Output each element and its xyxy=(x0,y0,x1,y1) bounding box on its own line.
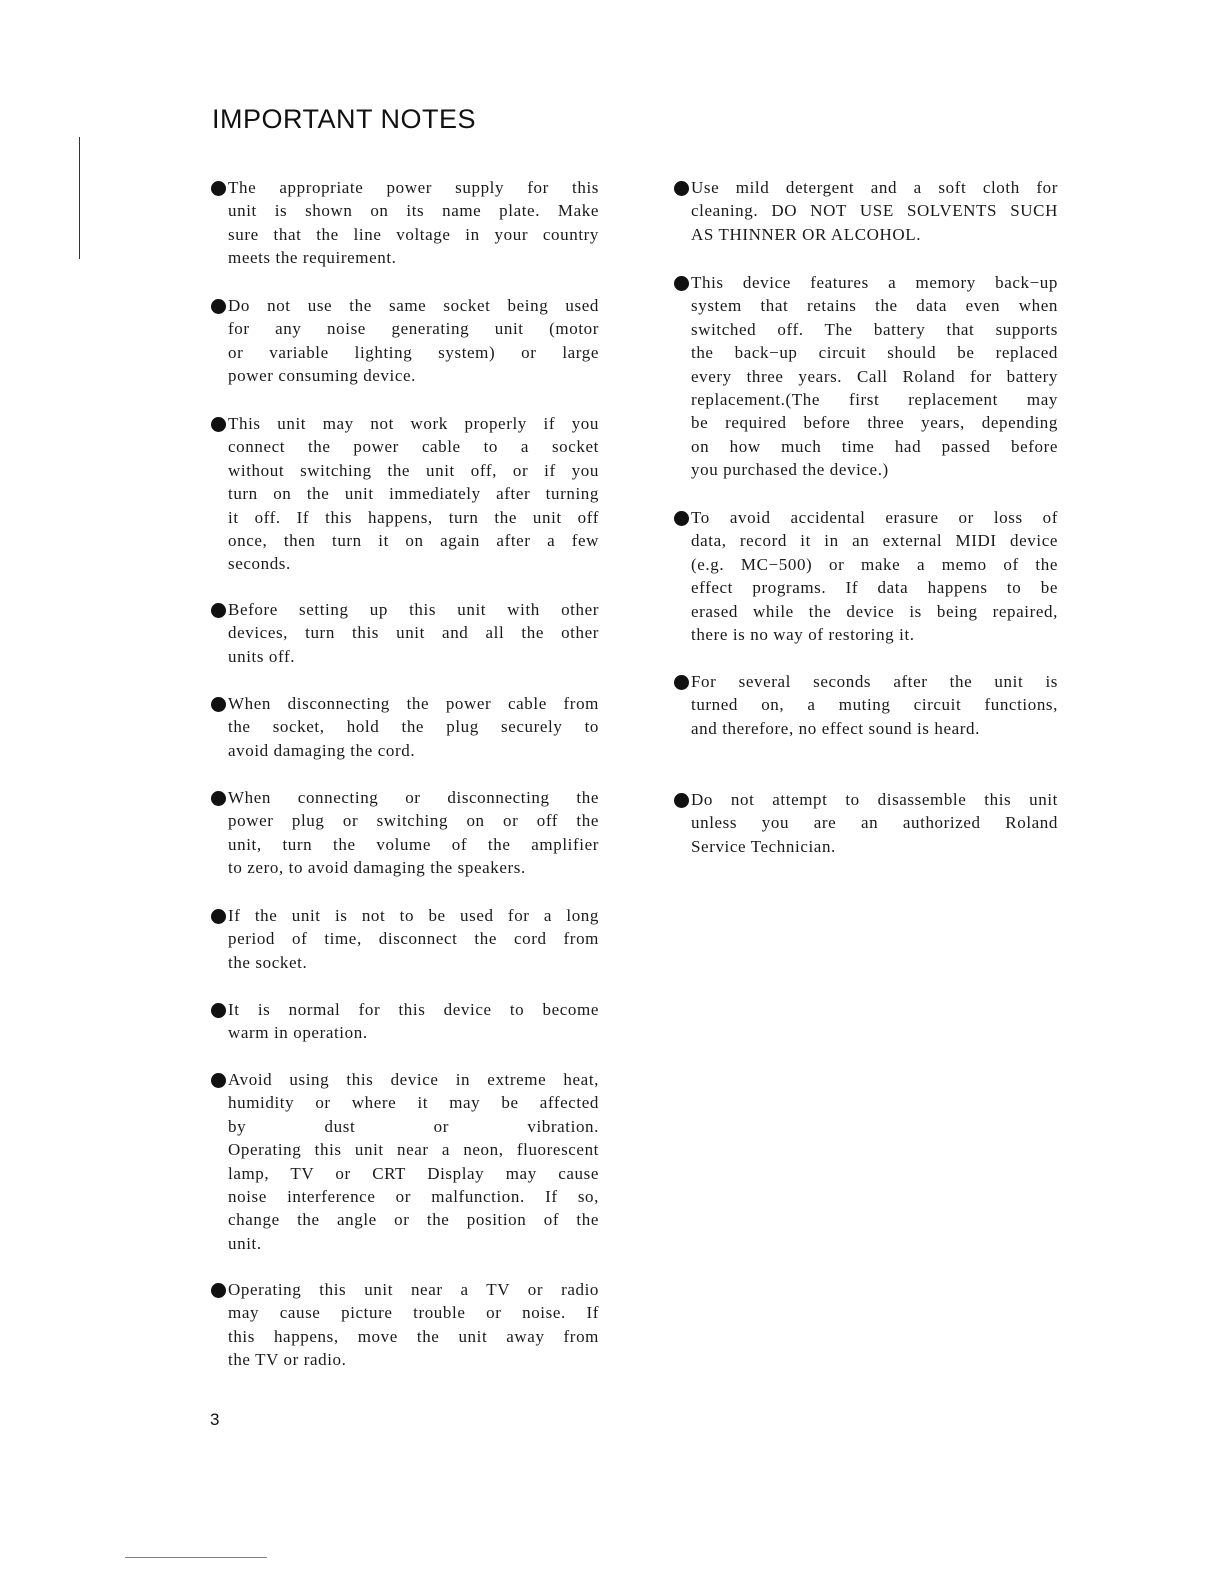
note-line: This unit may not work properly if you xyxy=(228,414,599,433)
footer-rule xyxy=(125,1557,267,1558)
note-item xyxy=(211,1068,599,1255)
page-title: IMPORTANT NOTES xyxy=(212,104,477,134)
note-line: power consuming device. xyxy=(228,366,416,386)
note-line: unit is shown on its name plate. Make xyxy=(228,201,599,221)
note-line: turn on the unit immediately after turning xyxy=(228,484,599,504)
note-line: humidity or where it may be affected xyxy=(228,1093,599,1113)
note-text xyxy=(228,412,599,576)
note-text xyxy=(228,1068,599,1255)
note-line: period of time, disconnect the cord from xyxy=(228,929,599,949)
note-line: When connecting or disconnecting the xyxy=(228,788,599,807)
page-number: 3 xyxy=(210,1410,220,1429)
note-text xyxy=(691,271,1058,482)
note-item xyxy=(211,1278,599,1372)
note-line: Service Technician. xyxy=(691,836,836,856)
note-item xyxy=(211,998,599,1045)
note-line: When disconnecting the power cable from xyxy=(228,694,599,713)
note-line: every three years. Call Roland for battery xyxy=(691,366,1058,386)
note-text xyxy=(228,598,599,668)
bullet-icon xyxy=(211,181,226,196)
note-line: to zero, to avoid damaging the speakers. xyxy=(228,858,526,878)
note-item xyxy=(674,176,1058,246)
bullet-icon xyxy=(674,793,689,808)
note-line: sure that the line voltage in your country xyxy=(228,224,599,244)
note-line: be required before three years, depending xyxy=(691,413,1058,433)
note-line: may cause picture trouble or noise. If xyxy=(228,1303,599,1323)
bullet-icon xyxy=(211,697,226,712)
note-text xyxy=(228,294,599,388)
note-line: unless you are an authorized Roland xyxy=(691,813,1058,833)
margin-rule xyxy=(79,137,80,259)
note-item xyxy=(211,904,599,974)
note-line: the TV or radio. xyxy=(228,1350,347,1370)
note-item xyxy=(674,271,1058,482)
note-item xyxy=(674,506,1058,646)
note-text xyxy=(228,786,599,880)
note-line: turned on, a muting circuit functions, xyxy=(691,695,1058,715)
note-item xyxy=(211,294,599,388)
note-line: This device features a memory back−up xyxy=(691,273,1058,292)
note-line: (e.g. MC−500) or make a memo of the xyxy=(691,554,1058,574)
note-line: Do not attempt to disassemble this unit xyxy=(691,790,1058,809)
note-line: cleaning. DO NOT USE SOLVENTS SUCH xyxy=(691,201,1058,221)
note-line: on how much time had passed before xyxy=(691,436,1058,456)
note-line: and therefore, no effect sound is heard. xyxy=(691,718,980,738)
note-line: it off. If this happens, turn the unit off xyxy=(228,507,599,527)
note-line: warm in operation. xyxy=(228,1023,368,1043)
note-line: units off. xyxy=(228,646,296,666)
note-text xyxy=(691,788,1058,858)
note-line: power plug or switching on or off the xyxy=(228,811,599,831)
note-text xyxy=(228,176,599,270)
note-item xyxy=(211,412,599,576)
note-line: replacement.(The first replacement may xyxy=(691,389,1058,409)
note-line: Do not use the same socket being used xyxy=(228,296,599,315)
note-line: this happens, move the unit away from xyxy=(228,1326,599,1346)
note-line: lamp, TV or CRT Display may cause xyxy=(228,1163,599,1183)
note-item xyxy=(211,598,599,668)
bullet-icon xyxy=(674,276,689,291)
note-line: If the unit is not to be used for a long xyxy=(228,906,599,925)
note-line: you purchased the device.) xyxy=(691,460,889,480)
note-text xyxy=(228,998,599,1045)
bullet-icon xyxy=(211,1003,226,1018)
bullet-icon xyxy=(211,1073,226,1088)
note-text xyxy=(691,176,1058,246)
note-line: Use mild detergent and a soft cloth for xyxy=(691,178,1058,197)
note-line: change the angle or the position of the xyxy=(228,1210,599,1230)
note-line: unit. xyxy=(228,1233,262,1253)
note-text xyxy=(691,670,1058,740)
bullet-icon xyxy=(211,417,226,432)
bullet-icon xyxy=(674,675,689,690)
note-line: meets the requirement. xyxy=(228,248,397,268)
bullet-icon xyxy=(211,603,226,618)
note-line: seconds. xyxy=(228,554,291,574)
note-line: connect the power cable to a socket xyxy=(228,437,599,457)
note-line: once, then turn it on again after a few xyxy=(228,530,599,550)
note-line: or variable lighting system) or large xyxy=(228,342,599,362)
note-line: by dust or vibration. xyxy=(228,1116,599,1136)
note-line: for any noise generating unit (motor xyxy=(228,319,599,339)
note-line: It is normal for this device to become xyxy=(228,1000,599,1019)
note-line: erased while the device is being repaired, xyxy=(691,601,1058,621)
bullet-icon xyxy=(211,1283,226,1298)
note-text xyxy=(228,904,599,974)
note-line: noise interference or malfunction. If so, xyxy=(228,1186,599,1206)
note-line: To avoid accidental erasure or loss of xyxy=(691,508,1058,527)
note-line: For several seconds after the unit is xyxy=(691,672,1058,691)
note-line: The appropriate power supply for this xyxy=(228,178,599,197)
note-line: there is no way of restoring it. xyxy=(691,624,915,644)
bullet-icon xyxy=(211,909,226,924)
note-item xyxy=(674,788,1058,858)
note-line: the socket. xyxy=(228,952,308,972)
note-line: avoid damaging the cord. xyxy=(228,740,416,760)
note-line: Operating this unit near a neon, fluorescent xyxy=(228,1140,599,1160)
note-line: Before setting up this unit with other xyxy=(228,600,599,619)
note-text xyxy=(228,692,599,762)
note-line: switched off. The battery that supports xyxy=(691,319,1058,339)
note-line: effect programs. If data happens to be xyxy=(691,578,1058,598)
note-line: AS THINNER OR ALCOHOL. xyxy=(691,224,922,244)
note-line: Avoid using this device in extreme heat, xyxy=(228,1070,599,1089)
note-line: Operating this unit near a TV or radio xyxy=(228,1280,599,1299)
note-item xyxy=(211,786,599,880)
note-text xyxy=(228,1278,599,1372)
note-item xyxy=(674,670,1058,740)
bullet-icon xyxy=(674,181,689,196)
note-line: unit, turn the volume of the amplifier xyxy=(228,834,599,854)
bullet-icon xyxy=(674,511,689,526)
note-line: the socket, hold the plug securely to xyxy=(228,717,599,737)
bullet-icon xyxy=(211,791,226,806)
note-text xyxy=(691,506,1058,646)
note-item xyxy=(211,692,599,762)
note-line: without switching the unit off, or if you xyxy=(228,460,599,480)
note-line: the back−up circuit should be replaced xyxy=(691,343,1058,363)
bullet-icon xyxy=(211,299,226,314)
note-item xyxy=(211,176,599,270)
note-line: devices, turn this unit and all the other xyxy=(228,623,599,643)
note-line: data, record it in an external MIDI device xyxy=(691,531,1058,551)
note-line: system that retains the data even when xyxy=(691,296,1058,316)
